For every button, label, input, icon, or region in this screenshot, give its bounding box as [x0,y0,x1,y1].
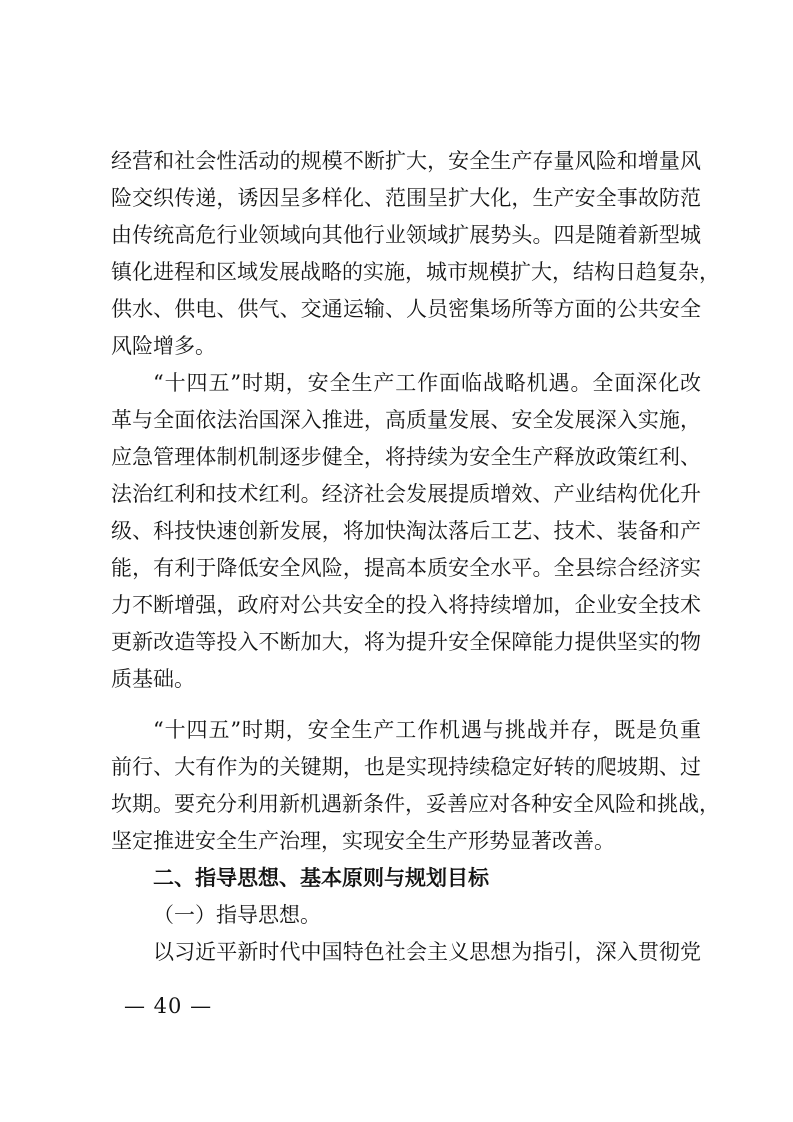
paragraph-2-line-4: 法治红利和技术红利。经济社会发展提质增效、产业结构优化升 [111,482,701,506]
section-heading: 二、指导思想、基本原则与规划目标 [153,866,489,890]
paragraph-1-line-3: 由传统高危行业领域向其他行业领域扩展势头。四是随着新型城 [111,223,701,247]
paragraph-2-line-2: 革与全面依法治国深入推进，高质量发展、安全发展深入实施， [111,408,701,432]
paragraph-3-line-2: 前行、大有作为的关键期，也是实现持续稳定好转的爬坡期、过 [111,755,701,779]
page-number: — 40 — [124,994,213,1018]
paragraph-3-line-4: 坚定推进安全生产治理，实现安全生产形势显著改善。 [111,829,615,853]
paragraph-1-line-4: 镇化进程和区域发展战略的实施，城市规模扩大，结构日趋复杂， [111,260,720,284]
paragraph-2-line-9: 质基础。 [111,667,195,691]
paragraph-2-line-1: “十四五”时期，安全生产工作面临战略机遇。全面深化改 [153,371,701,395]
paragraph-1-line-6: 风险增多。 [111,334,216,358]
paragraph-2-line-6: 能，有利于降低安全风险，提高本质安全水平。全县综合经济实 [111,556,701,580]
paragraph-1-line-5: 供水、供电、供气、交通运输、人员密集场所等方面的公共安全 [111,297,701,321]
paragraph-2-line-8: 更新改造等投入不断加大，将为提升安全保障能力提供坚实的物 [111,630,701,654]
paragraph-1-line-2: 险交织传递，诱因呈多样化、范围呈扩大化，生产安全事故防范 [111,186,701,210]
paragraph-2-line-3: 应急管理体制机制逐步健全，将持续为安全生产释放政策红利、 [111,445,701,469]
paragraph-3-line-3: 坎期。要充分利用新机遇新条件，妥善应对各种安全风险和挑战， [111,792,720,816]
subsection-heading: （一）指导思想。 [153,903,321,927]
paragraph-2-line-7: 力不断增强，政府对公共安全的投入将持续增加，企业安全技术 [111,593,701,617]
paragraph-4-line-1: 以习近平新时代中国特色社会主义思想为指引，深入贯彻党 [153,940,701,964]
paragraph-1-line-1: 经营和社会性活动的规模不断扩大，安全生产存量风险和增量风 [111,149,701,173]
paragraph-3-line-1: “十四五”时期，安全生产工作机遇与挑战并存，既是负重 [153,718,701,742]
paragraph-2-line-5: 级、科技快速创新发展，将加快淘汰落后工艺、技术、装备和产 [111,519,701,543]
